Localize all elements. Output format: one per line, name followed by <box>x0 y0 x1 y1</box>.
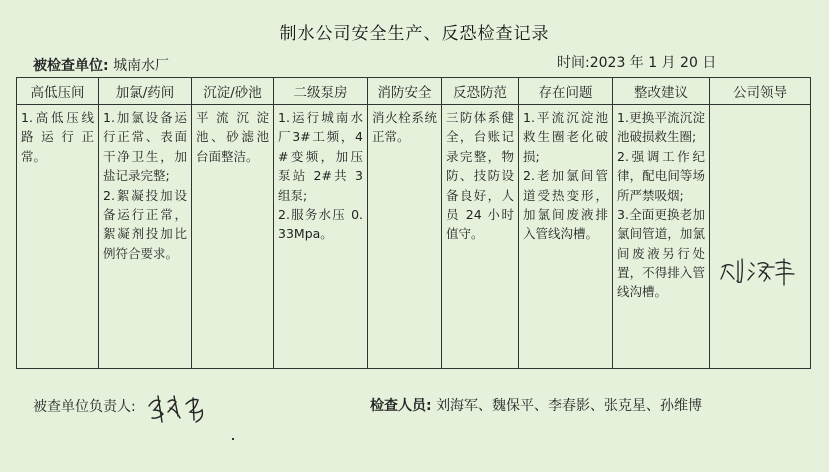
cell-anti-terror <box>442 105 519 369</box>
cell-text: 消火栓系统正常。 <box>372 110 437 145</box>
inspection-date: 时间:2023 年 1 月 20 日 <box>557 55 717 71</box>
cell-issues <box>519 105 613 369</box>
col-header-anti-terror: 反恐防范 <box>442 78 519 105</box>
cell-chlorine-room <box>99 105 192 369</box>
responsible-person-label: 被查单位负责人: <box>33 399 136 415</box>
cell-text: 平流沉淀池、砂滤池台面整洁。 <box>196 110 269 164</box>
inspectors-label: 检查人员: <box>370 398 432 414</box>
inspected-unit-name: 城南水厂 <box>113 58 170 74</box>
col-header-pump-house: 二级泵房 <box>274 78 368 105</box>
cell-text: 1.高低压线路运行正常。 <box>21 110 94 164</box>
cell-text: 1.加氯设备运行正常、表面干净卫生，加盐记录完整; 2.絮凝投加设备运行正常，絮凝剂投加比例符合要求。 <box>103 110 187 261</box>
cell-high-low-voltage <box>17 105 99 369</box>
cell-pump-house <box>274 105 368 369</box>
table-header-row <box>17 78 811 105</box>
cell-suggestions <box>613 105 710 369</box>
col-header-high-low-voltage: 高低压间 <box>17 78 99 105</box>
cell-text: 1.更换平流沉淀池破损救生圈; 2.强调工作纪律，配电间等场所严禁吸烟; 3.全面更换老加氯间管道，加氯间废液另行处置，不得排入管线沟槽。 <box>617 110 705 300</box>
document-title: 制水公司安全生产、反恐检查记录 <box>279 24 550 44</box>
leader-handwritten-signature <box>718 255 798 289</box>
inspected-unit <box>33 55 169 75</box>
cell-text: 三防体系健全，台账记录完整，物防、技防设备良好，人员 24 小时值守。 <box>446 110 514 242</box>
responsible-handwritten-signature <box>146 392 216 426</box>
inspectors-names: 刘海军、魏保平、李春影、张克星、孙维博 <box>436 398 703 414</box>
col-header-chlorine-room: 加氯/药间 <box>99 78 192 105</box>
inspected-unit-label: 被检查单位: <box>33 58 109 74</box>
responsible-person <box>33 396 136 416</box>
cell-fire-safety <box>368 105 442 369</box>
cell-leader <box>710 105 811 369</box>
col-header-fire-safety: 消防安全 <box>368 78 442 105</box>
col-header-leader: 公司领导 <box>710 78 811 105</box>
inspection-table <box>16 77 811 369</box>
inspectors <box>370 395 702 415</box>
col-header-sedimentation: 沉淀/砂池 <box>192 78 274 105</box>
cell-text: 1.平流沉淀池救生圈老化破损; 2.老加氯间管道受热变形，加氯间废液排入管线沟槽。 <box>523 110 608 242</box>
cell-text: 1.运行城南水厂3#工频，4#变频，加压泵站 2#共 3 组泵; 2.服务水压 0.33Mpa。 <box>278 110 363 242</box>
col-header-issues: 存在问题 <box>519 78 613 105</box>
small-dot-mark <box>232 438 234 440</box>
col-header-suggestions: 整改建议 <box>613 78 710 105</box>
table-row <box>17 105 811 369</box>
cell-sedimentation <box>192 105 274 369</box>
